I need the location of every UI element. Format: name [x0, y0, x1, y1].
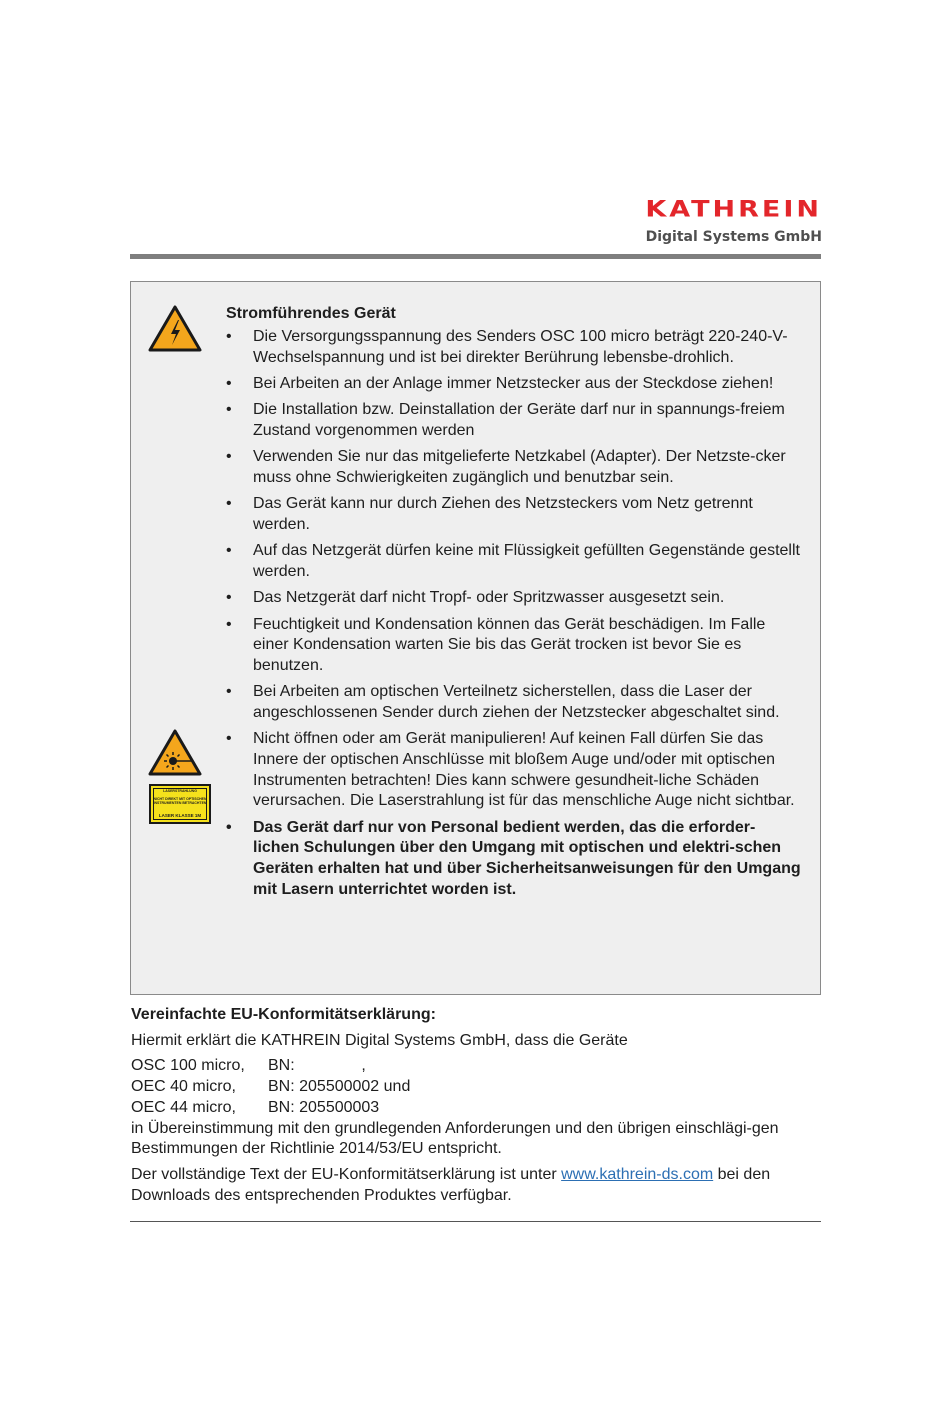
list-item: • Verwenden Sie nur das mitgelieferte Netzkabel (Adapter). Der Netzste-cker muss ohne Schwierigkeiten zugänglich und benutzbar sein. — [226, 447, 801, 488]
table-row — [131, 1098, 410, 1119]
list-item: • Das Gerät kann nur durch Ziehen des Netzsteckers vom Netz getrennt werden. — [226, 494, 801, 535]
list-item: • Feuchtigkeit und Kondensation können das Gerät beschädigen. Im Falle einer Kondensation warten Sie bis das Gerät trocken ist bevor Sie es benutzen. — [226, 615, 801, 677]
laser-label-line1: LASERSTRAHLUNG — [163, 789, 197, 793]
list-item: • Die Versorgungsspannung des Senders OSC 100 micro beträgt 220-240-V-Wechselspannung und ist bei direkter Berührung lebensbe-drohlich. — [226, 327, 801, 368]
warning-title: Stromführendes Gerät — [226, 305, 396, 322]
conformity-statement: in Übereinstimmung mit den grundlegenden Anforderungen und den übrigen einschlägi-gen Bestimmungen der Richtlinie 2014/53/EU entspricht. — [131, 1119, 779, 1158]
list-item: • Die Installation bzw. Deinstallation der Geräte darf nur in spannungs-freiem Zustand vorgenommen werden — [226, 400, 801, 441]
device-name: OSC 100 micro, — [131, 1057, 245, 1075]
full-text-before: Der vollständige Text der EU-Konformitätserklärung ist unter — [131, 1165, 562, 1183]
device-bn: BN: , — [268, 1057, 366, 1075]
kathrein-logo — [612, 196, 822, 245]
device-name: OEC 40 micro, — [131, 1078, 236, 1096]
brand-subtitle: Digital Systems GmbH — [645, 229, 822, 245]
device-bn: BN: 205500003 — [268, 1098, 380, 1116]
device-bn: BN: 205500002 und — [268, 1078, 411, 1096]
laser-class-label-icon — [149, 784, 211, 824]
list-item: • Bei Arbeiten an der Anlage immer Netzstecker aus der Steckdose ziehen! — [226, 374, 801, 395]
eu-declaration-title: Vereinfachte EU-Konformitätserklärung: — [131, 1006, 436, 1023]
brand-name: KATHREIN — [645, 196, 822, 223]
laser-label-line2: NICHT DIREKT MIT OPTISCHEN INSTRUMENTEN BETRACHTEN — [153, 797, 207, 805]
warning-list — [226, 327, 801, 906]
full-text-note — [131, 1165, 821, 1206]
list-item: • Das Netzgerät darf nicht Tropf- oder Spritzwasser ausgesetzt sein. — [226, 588, 801, 609]
list-item-important: • Das Gerät darf nur von Personal bedient werden, das die erforder-lichen Schulungen über den Umgang mit optischen und elektri-schen Geräten erhalten hat und über Sicherheitsanweisungen für den Umgang mit Lasern unterrichtet worden ist. — [226, 818, 801, 901]
list-item: • Bei Arbeiten am optischen Verteilnetz sicherstellen, dass die Laser der angeschlossenen Sender durch ziehen der Netzstecker abgeschaltet sind. — [226, 682, 801, 723]
device-table — [131, 1056, 410, 1118]
list-item: • Auf das Netzgerät dürfen keine mit Flüssigkeit gefüllten Gegenstände gestellt werden. — [226, 541, 801, 582]
website-link[interactable]: www.kathrein-ds.com — [561, 1165, 714, 1183]
list-item: • Nicht öffnen oder am Gerät manipulieren! Auf keinen Fall dürfen Sie das Innere der optischen Anschlüsse mit bloßem Auge und/oder mit optischen Instrumenten betrachten! Dies kann schwere gesundheit-liche Schäden verursachen. Die Laserstrahlung ist für das menschliche Auge nicht sichtbar. — [226, 729, 801, 812]
device-name: OEC 44 micro, — [131, 1098, 236, 1116]
laser-label-line3: LASER KLASSE 1M — [158, 813, 202, 818]
safety-warning-box — [130, 281, 821, 995]
high-voltage-warning-icon — [147, 304, 203, 354]
laser-warning-icon — [147, 728, 203, 778]
table-row — [131, 1077, 410, 1098]
eu-declaration-intro: Hiermit erklärt die KATHREIN Digital Systems GmbH, dass die Geräte — [131, 1031, 628, 1049]
footer-divider — [130, 1221, 821, 1222]
eu-declaration — [131, 1005, 821, 1211]
header-divider — [130, 254, 821, 259]
full-text-after: bei den Downloads des entsprechenden Produktes verfügbar. — [131, 1165, 771, 1204]
table-row — [131, 1056, 410, 1077]
